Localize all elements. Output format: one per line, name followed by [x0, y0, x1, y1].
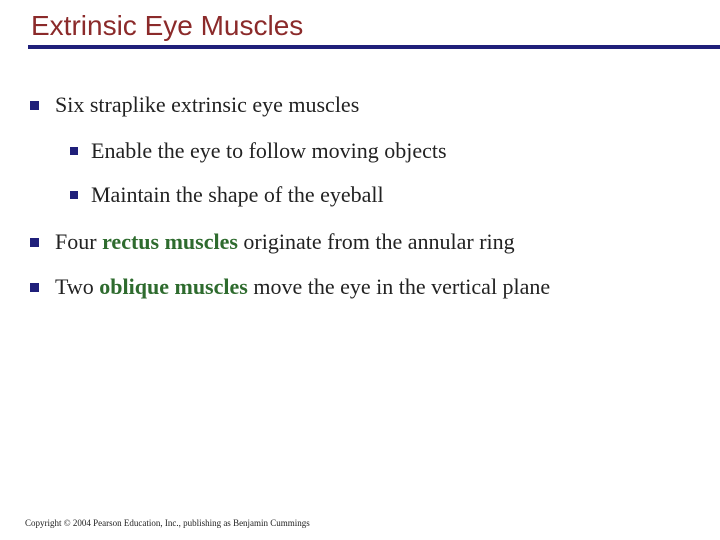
bullet-text: Six straplike extrinsic eye muscles: [55, 92, 360, 117]
subbullet-follow-objects: [70, 138, 447, 164]
square-bullet-icon: [30, 238, 39, 247]
square-bullet-icon: [30, 101, 39, 110]
subbullet-eyeball-shape: [70, 182, 384, 208]
slide-title: Extrinsic Eye Muscles: [31, 10, 304, 41]
subbullet-text: Maintain the shape of the eyeball: [91, 182, 384, 207]
square-bullet-icon: [30, 283, 39, 292]
subbullet-text: Enable the eye to follow moving objects: [91, 138, 447, 163]
square-bullet-icon: [70, 147, 78, 155]
bullet-oblique-muscles: [30, 274, 550, 300]
bullet-text-post: originate from the annular ring: [237, 229, 515, 254]
title-underline: [28, 45, 720, 49]
bullet-rectus-muscles: [30, 229, 515, 255]
bullet-text-pre: Four: [55, 229, 103, 254]
bullet-text-pre: Two: [55, 274, 100, 299]
bullet-six-muscles: [30, 92, 359, 118]
term-rectus-muscles: rectus muscles: [102, 229, 238, 254]
term-oblique-muscles: oblique muscles: [99, 274, 248, 299]
copyright-footer: Copyright © 2004 Pearson Education, Inc., publishing as Benjamin Cummings: [25, 518, 310, 528]
bullet-text-post: move the eye in the vertical plane: [247, 274, 551, 299]
square-bullet-icon: [70, 191, 78, 199]
